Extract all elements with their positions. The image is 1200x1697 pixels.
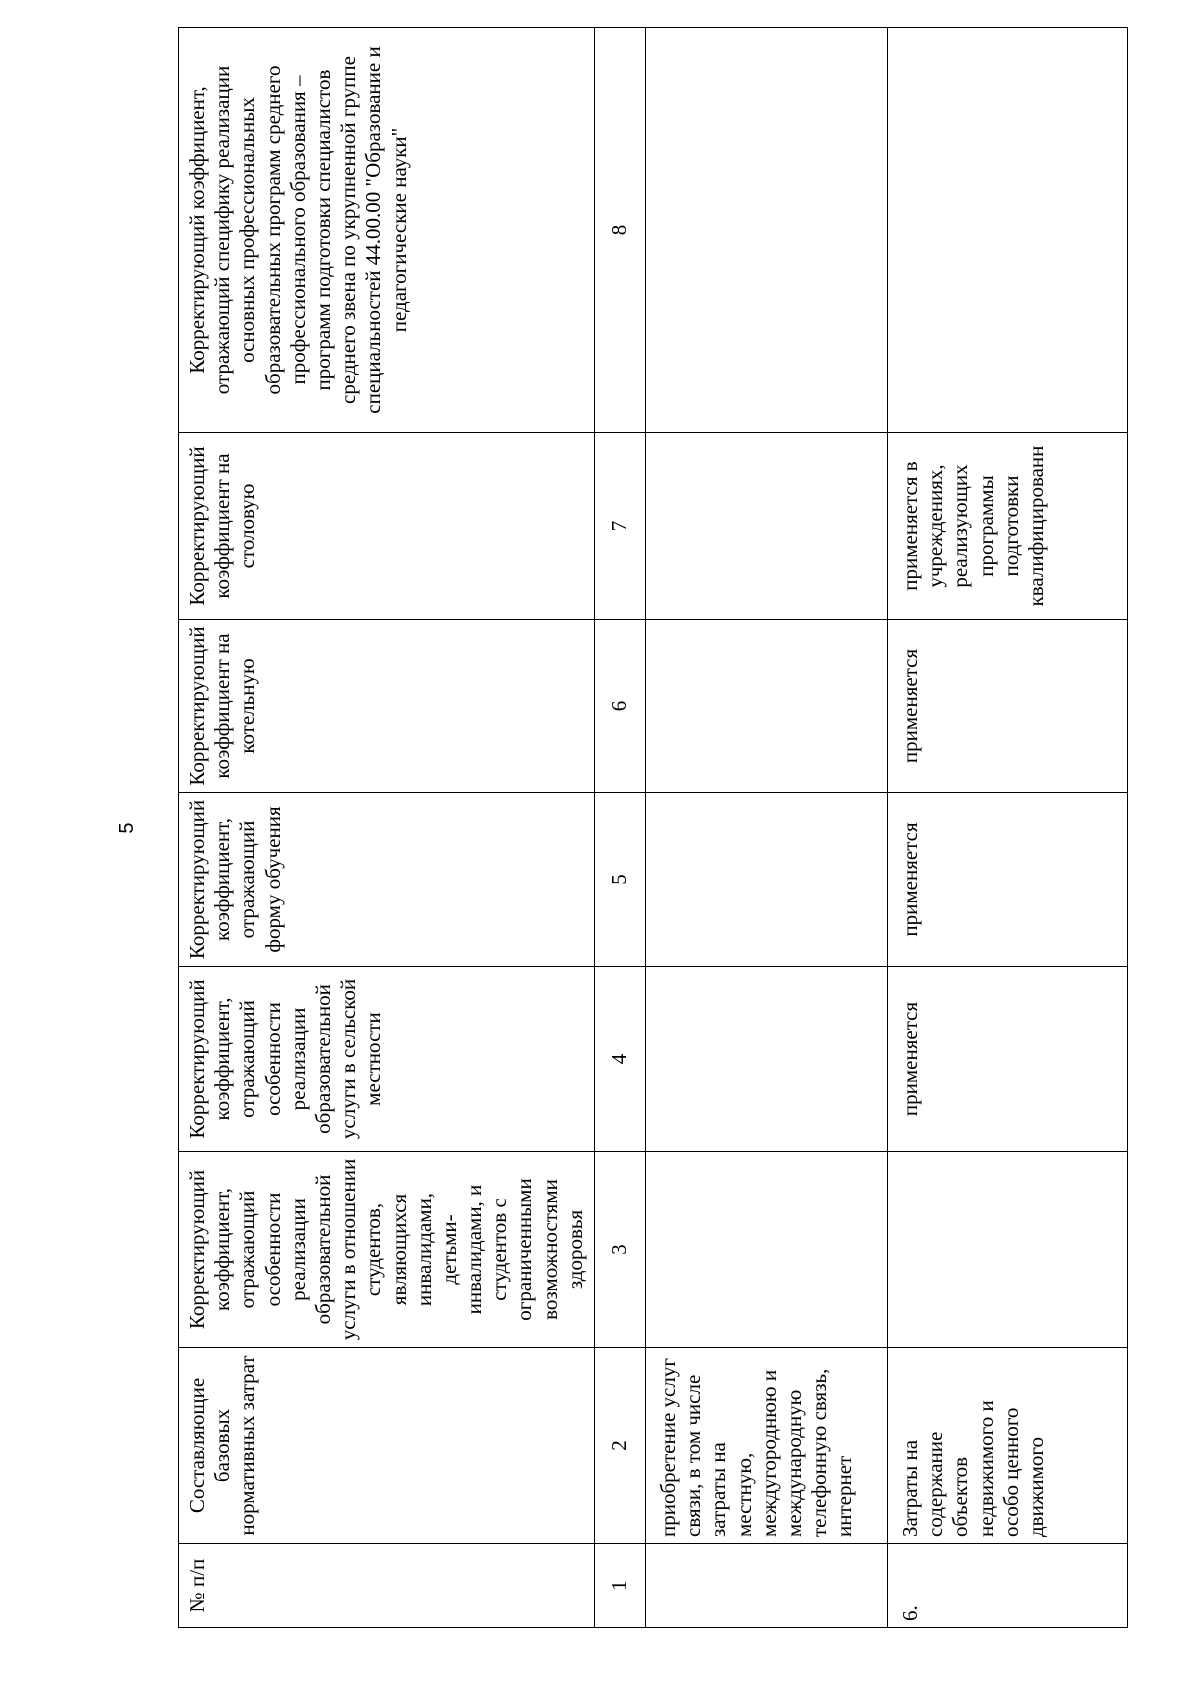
- rotated-table-wrapper: [178, 28, 1116, 1628]
- header-cell-coef-form: Корректирующий коэффициент, отражающий форму обучения: [179, 793, 595, 967]
- table-row: [888, 28, 1128, 1628]
- header-row: [179, 28, 595, 1628]
- column-number: 6: [595, 620, 646, 793]
- column-number: 2: [595, 1348, 646, 1544]
- row-cell-coef-rural: [646, 967, 888, 1152]
- column-number: 1: [595, 1544, 646, 1628]
- column-number: 8: [595, 28, 646, 433]
- row-cell-coef-specialty: [646, 28, 888, 433]
- header-cell-coef-disabled: Корректирующий коэффициент, отражающий особенности реализации образовательной услуги в отношении студентов, являющихся инвалидами, детьми-инвалидами, и студентов с ограниченными возможностями здоровья: [179, 1152, 595, 1348]
- row-cell-coef-disabled: [888, 1152, 1128, 1348]
- header-cell-coef-specialty: Корректирующий коэффициент, отражающий специфику реализации основных профессиональных образовательных программ среднего профессионального образования – программ подготовки специалистов среднего звена по укрупненной группе специальностей 44.00.00 "Образование и педагогические науки": [179, 28, 595, 433]
- row-cell-coef-boiler: применяется: [888, 620, 1128, 793]
- column-numbers-row: [595, 28, 646, 1628]
- row-cell-coef-rural: применяется: [888, 967, 1128, 1152]
- row-cell-coef-form: [646, 793, 888, 967]
- header-cell-components: Составляющие базовых нормативных затрат: [179, 1348, 595, 1544]
- row-cell-component: Затраты на содержание объектов недвижимого и особо ценного движимого: [888, 1348, 1128, 1544]
- header-cell-coef-canteen: Корректирующий коэффициент на столовую: [179, 433, 595, 620]
- table-row: [646, 28, 888, 1628]
- row-cell-num: [646, 1544, 888, 1628]
- row-cell-num: 6.: [888, 1544, 1128, 1628]
- header-cell-num: № п/п: [179, 1544, 595, 1628]
- column-number: 5: [595, 793, 646, 967]
- column-number: 4: [595, 967, 646, 1152]
- row-cell-component: приобретение услуг связи, в том числе затраты на местную, междугороднюю и международную телефонную связь, интернет: [646, 1348, 888, 1544]
- column-number: 7: [595, 433, 646, 620]
- row-cell-coef-form: применяется: [888, 793, 1128, 967]
- row-cell-coef-canteen: применяется в учреждениях, реализующих программы подготовки квалифицированн: [888, 433, 1128, 620]
- row-cell-coef-disabled: [646, 1152, 888, 1348]
- row-cell-coef-boiler: [646, 620, 888, 793]
- page-number: 5: [116, 822, 138, 834]
- header-cell-coef-boiler: Корректирующий коэффициент на котельную: [179, 620, 595, 793]
- cost-coefficients-table: [178, 27, 1128, 1628]
- row-cell-coef-canteen: [646, 433, 888, 620]
- header-cell-coef-rural: Корректирующий коэффициент, отражающий особенности реализации образовательной услуги в сельской местности: [179, 967, 595, 1152]
- row-cell-coef-specialty: [888, 28, 1128, 433]
- column-number: 3: [595, 1152, 646, 1348]
